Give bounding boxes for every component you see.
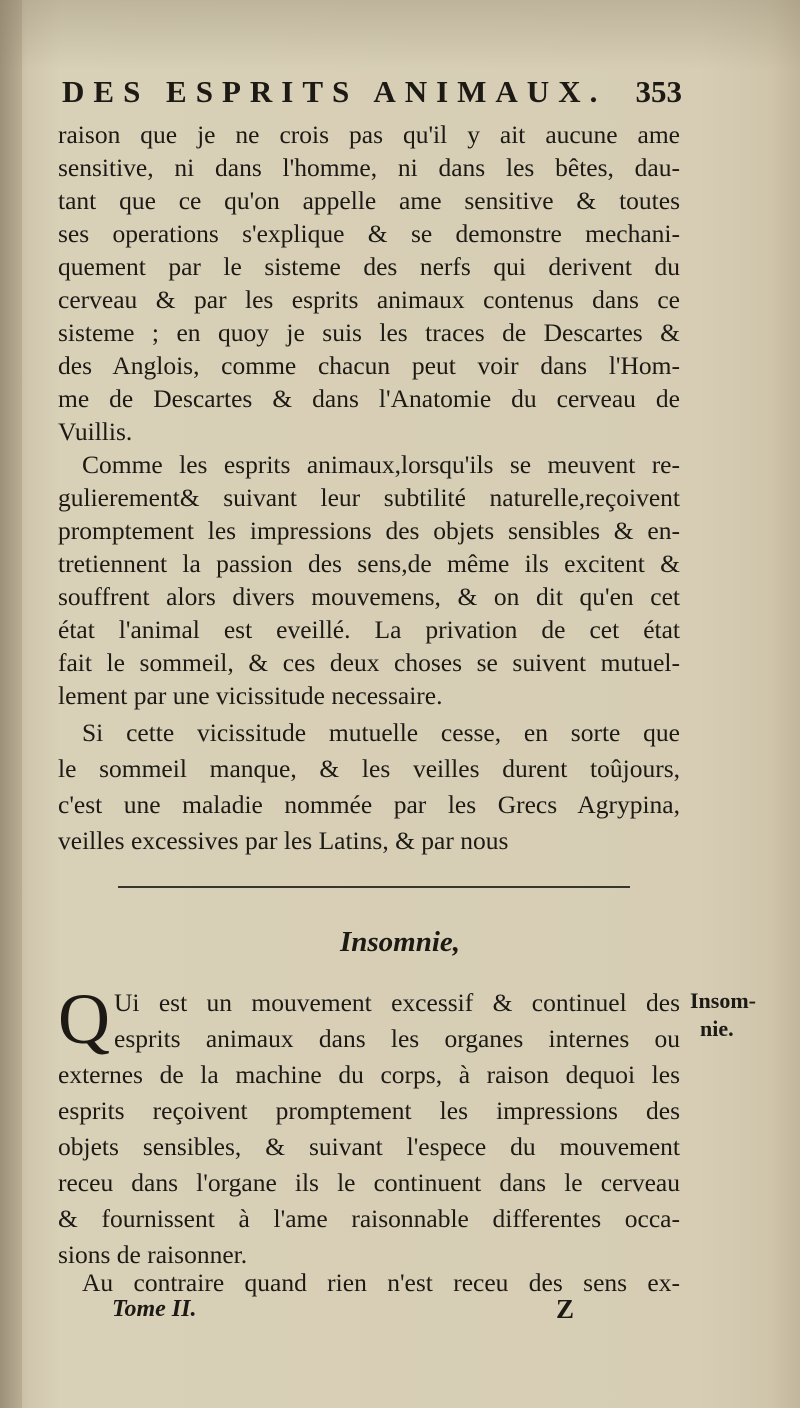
signature-mark: Z	[556, 1294, 575, 1324]
drop-cap: Q	[58, 979, 110, 1059]
running-head: DES ESPRITS ANIMAUX.	[62, 74, 607, 109]
text-line: état l'animal est eveillé. La privation de cet état	[58, 615, 680, 644]
section-title: Insomnie,	[339, 926, 461, 958]
text-line: lement par une vicissitude necessaire.	[58, 681, 443, 710]
text-line: Comme les esprits animaux,lorsqu'ils se meuvent re-	[82, 450, 680, 479]
section-divider	[118, 886, 630, 888]
text-line: c'est une maladie nommée par les Grecs Agrypina,	[58, 790, 680, 819]
text-line: externes de la machine du corps, à raison dequoi les	[58, 1060, 680, 1089]
text-line: veilles excessives par les Latins, & par nous	[58, 826, 509, 855]
text-line: objets sensibles, & suivant l'espece du mouvement	[58, 1132, 680, 1161]
text-line: promptement les impressions des objets sensibles & en-	[58, 516, 680, 545]
text-line: esprits animaux dans les organes internes ou	[114, 1024, 680, 1053]
volume-label: Tome II.	[112, 1296, 197, 1322]
text-line: Si cette vicissitude mutuelle cesse, en sorte que	[82, 718, 680, 747]
text-line: sions de raisonner.	[58, 1240, 248, 1269]
text-line: Ui est un mouvement excessif & continuel des	[114, 988, 680, 1017]
text-line: Vuillis.	[58, 417, 133, 446]
text-line: cerveau & par les esprits animaux contenus dans ce	[58, 285, 680, 314]
text-line: fait le sommeil, & ces deux choses se suivent mutuel-	[58, 648, 680, 677]
page-number: 353	[635, 74, 682, 109]
text-line: tant que ce qu'on appelle ame sensitive & toutes	[58, 186, 680, 215]
text-line: ses operations s'explique & se demonstre mechani-	[58, 219, 680, 248]
text-line: quement par le sisteme des nerfs qui derivent du	[58, 252, 680, 281]
page-header	[62, 74, 682, 114]
text-line: souffrent alors divers mouvemens, & on dit qu'en cet	[58, 582, 680, 611]
text-line: raison que je ne crois pas qu'il y ait aucune ame	[58, 120, 680, 149]
text-line: receu dans l'organe ils le continuent dans le cerveau	[58, 1168, 680, 1197]
text-line: & fournissent à l'ame raisonnable differentes occa-	[58, 1204, 680, 1233]
margin-note: Insom-	[690, 988, 757, 1013]
text-line: esprits reçoivent promptement les impressions des	[58, 1096, 680, 1125]
text-line: Au contraire quand rien n'est receu des sens ex-	[82, 1268, 680, 1297]
text-line: le sommeil manque, & les veilles durent toûjours,	[58, 754, 680, 783]
text-line: des Anglois, comme chacun peut voir dans l'Hom-	[58, 351, 680, 380]
text-line: sisteme ; en quoy je suis les traces de Descartes &	[58, 318, 680, 347]
text-line: me de Descartes & dans l'Anatomie du cerveau de	[58, 384, 680, 413]
text-line: gulierement& suivant leur subtilité naturelle,reçoivent	[58, 483, 680, 512]
margin-note: nie.	[700, 1016, 734, 1041]
text-line: tretiennent la passion des sens,de même ils excitent &	[58, 549, 680, 578]
text-line: sensitive, ni dans l'homme, ni dans les bêtes, dau-	[58, 153, 680, 182]
